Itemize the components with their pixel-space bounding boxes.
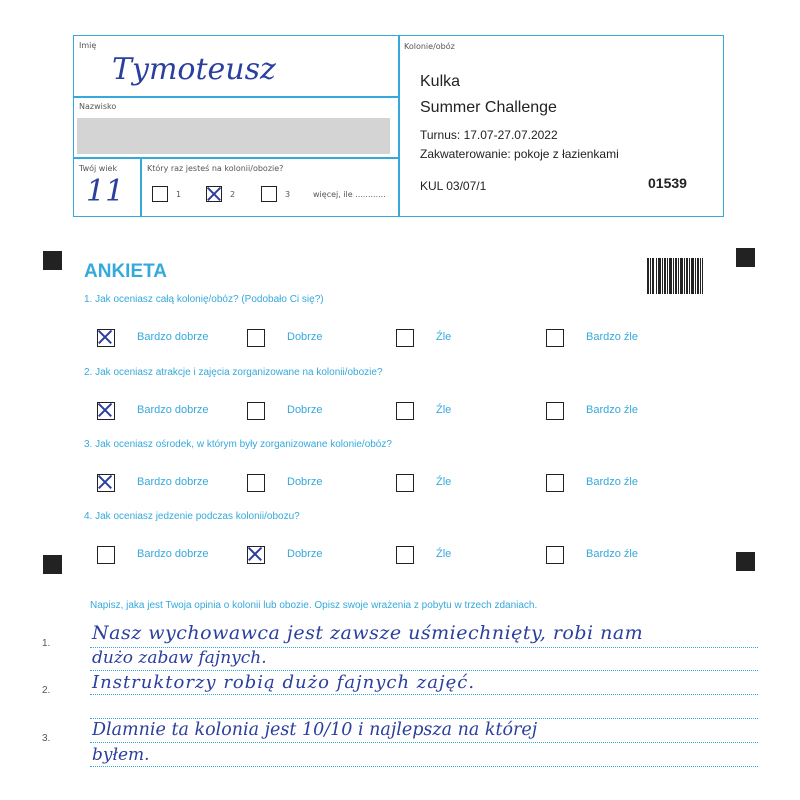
question-3-option-3-checkbox[interactable] [396, 474, 414, 492]
zakwaterowanie: Zakwaterowanie: pokoje z łazienkami [420, 147, 619, 161]
question-3-option-1-label: Bardzo dobrze [137, 476, 209, 488]
line-number-2: 2. [42, 685, 51, 696]
visit-option-1-label: 1 [176, 190, 182, 199]
question-1-option-2-checkbox[interactable] [247, 329, 265, 347]
question-4-option-1-checkbox[interactable] [97, 546, 115, 564]
question-2-option-2-label: Dobrze [287, 404, 323, 416]
question-4-option-2-checkbox[interactable] [247, 546, 265, 564]
header-divider-h1 [73, 96, 399, 98]
header-divider-h2 [73, 157, 399, 159]
visit-option-3-checkbox[interactable] [261, 186, 277, 202]
answer-3-line-b: byłem. [92, 745, 150, 765]
visit-option-2-label: 2 [230, 190, 236, 199]
nazwisko-redaction [77, 118, 390, 154]
survey-title: ANKIETA [84, 261, 168, 282]
visit-option-1-checkbox[interactable] [152, 186, 168, 202]
question-2-option-4-checkbox[interactable] [546, 402, 564, 420]
registration-marker-top-left [43, 251, 62, 270]
header-divider-age [140, 157, 142, 216]
question-2-option-1-label: Bardzo dobrze [137, 404, 209, 416]
question-1-option-1-label: Bardzo dobrze [137, 331, 209, 343]
visit-option-2-checkbox[interactable] [206, 186, 222, 202]
question-3-option-2-label: Dobrze [287, 476, 323, 488]
camp-name-line-2: Summer Challenge [420, 99, 557, 116]
question-3-option-3-label: Źle [436, 476, 452, 488]
question-4-option-4-label: Bardzo źle [586, 548, 638, 560]
registration-marker-bottom-right [736, 552, 755, 571]
question-4-option-3-checkbox[interactable] [396, 546, 414, 564]
question-3-option-1-checkbox[interactable] [97, 474, 115, 492]
question-1-option-1-checkbox[interactable] [97, 329, 115, 347]
question-4-option-2-label: Dobrze [287, 548, 323, 560]
header-divider-vertical [398, 35, 400, 216]
answer-2: Instruktorzy robią dużo fajnych zajęć. [92, 672, 476, 693]
nazwisko-label: Nazwisko [79, 102, 117, 111]
question-4-option-1-label: Bardzo dobrze [137, 548, 209, 560]
question-3-option-2-checkbox[interactable] [247, 474, 265, 492]
opinion-prompt: Napisz, jaka jest Twoja opinia o kolonii lub obozie. Opisz swoje wrażenia z pobytu w trzech zdaniach. [90, 600, 538, 611]
answer-line-2b [90, 718, 758, 719]
question-1-option-2-label: Dobrze [287, 331, 323, 343]
question-2-option-4-label: Bardzo źle [586, 404, 638, 416]
question-3-option-4-checkbox[interactable] [546, 474, 564, 492]
registration-marker-bottom-left [43, 555, 62, 574]
answer-line-2 [90, 694, 758, 695]
turnus: Turnus: 17.07-27.07.2022 [420, 128, 558, 142]
question-2-option-3-label: Źle [436, 404, 452, 416]
line-number-1: 1. [42, 638, 51, 649]
question-2-text: 2. Jak oceniasz atrakcje i zajęcia zorganizowane na kolonii/obozie? [84, 367, 383, 378]
question-4-option-3-label: Źle [436, 548, 452, 560]
imie-label: Imię [79, 41, 97, 50]
visit-option-3-label: 3 [285, 190, 291, 199]
answer-line-3b [90, 766, 758, 767]
question-4-option-4-checkbox[interactable] [546, 546, 564, 564]
wiecej-label: więcej, ile ............ [313, 190, 386, 199]
answer-1-line-b: dużo zabaw fajnych. [92, 648, 267, 668]
wiek-label: Twój wiek [79, 164, 118, 173]
question-1-option-4-label: Bardzo źle [586, 331, 638, 343]
ktory-raz-label: Który raz jesteś na kolonii/obozie? [147, 164, 284, 173]
question-3-option-4-label: Bardzo źle [586, 476, 638, 488]
answer-line-1b [90, 670, 758, 671]
imie-value: Tymoteusz [112, 52, 276, 87]
question-2-option-1-checkbox[interactable] [97, 402, 115, 420]
question-2-option-3-checkbox[interactable] [396, 402, 414, 420]
wiek-value: 11 [86, 174, 125, 209]
camp-code: KUL 03/07/1 [420, 179, 487, 193]
barcode-icon [647, 258, 703, 294]
question-1-text: 1. Jak oceniasz całą kolonię/obóz? (Podobało Ci się?) [84, 294, 324, 305]
registration-marker-top-right [736, 248, 755, 267]
answer-line-3 [90, 742, 758, 743]
camp-name-line-1: Kulka [420, 73, 461, 90]
question-1-option-4-checkbox[interactable] [546, 329, 564, 347]
question-1-option-3-label: Źle [436, 331, 452, 343]
answer-1-line-a: Nasz wychowawca jest zawsze uśmiechnięty, robi nam [92, 622, 644, 644]
question-1-option-3-checkbox[interactable] [396, 329, 414, 347]
form-number: 01539 [648, 175, 687, 191]
answer-3-line-a: Dlamnie ta kolonia jest 10/10 i najlepsza na której [92, 720, 538, 740]
question-3-text: 3. Jak oceniasz ośrodek, w którym były zorganizowane kolonie/obóz? [84, 439, 392, 450]
question-4-text: 4. Jak oceniasz jedzenie podczas kolonii/obozu? [84, 511, 300, 522]
line-number-3: 3. [42, 733, 51, 744]
kolonia-label: Kolonie/obóz [404, 42, 455, 51]
question-2-option-2-checkbox[interactable] [247, 402, 265, 420]
